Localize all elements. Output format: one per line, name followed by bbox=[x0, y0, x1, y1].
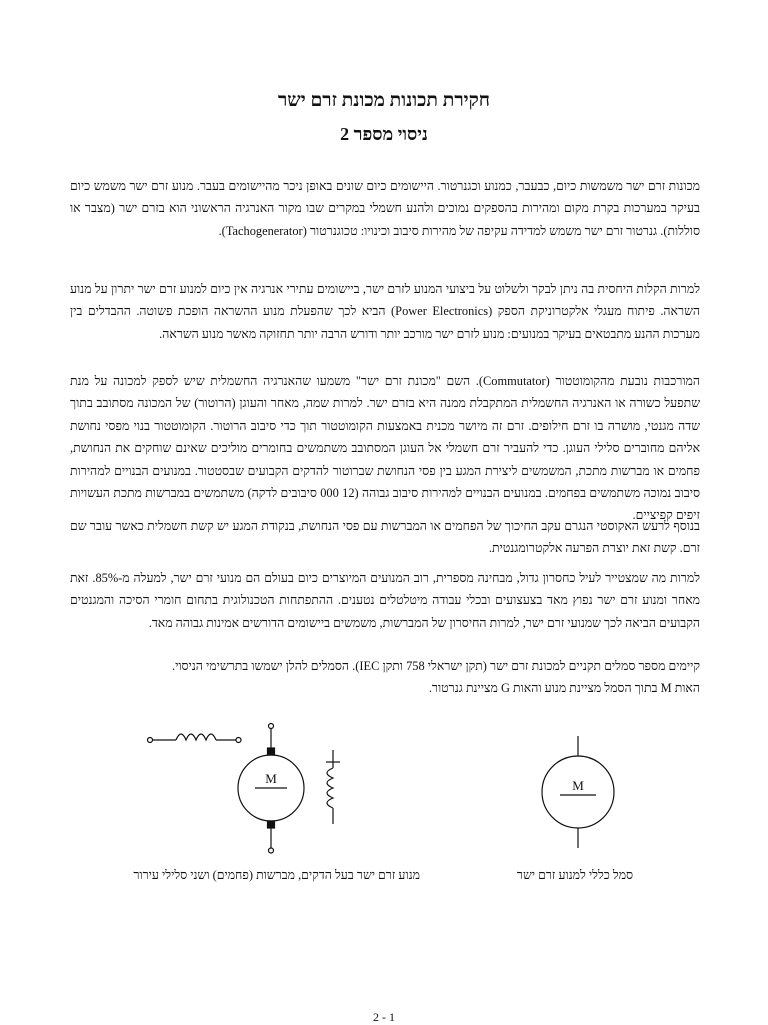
terminal-icon bbox=[269, 724, 274, 729]
paragraph-usage: למרות מה שמצטייר לעיל כחסרון גדול, מבחינה מספרית, רוב המנועים המיוצרים כיום בעולם הם מנועי זרם ישר, למעלה מ-85%. זאת מאחר ומנוע זרם ישר נפוץ מאד בצעצועים ובכלי עבודה מיטלטלים נטענים. ההתפתחות הטכנולוגית בתחום חומרי הסיכה והמגנטים הקבועים הביאה לכך שמנועי זרם ישר, למרות החיסרון של המברשות, משמשים ביישומים הדורשים אמינות גבוהה מאד. bbox=[70, 571, 700, 630]
terminal-icon bbox=[269, 848, 274, 853]
figure-caption-left: מנוע זרם ישר בעל הדקים, מברשות (פחמים) ושני סלילי עירור bbox=[133, 868, 420, 882]
brush-icon bbox=[268, 748, 275, 755]
paragraph-text-latin: (Power Electronics) bbox=[391, 304, 493, 319]
paragraph-text: מכונות זרם ישר משמשות כיום, כבעבר, כמנוע וכגנרטור. היישומים כיום שונים באופן ניכר מהיישומים בעבר. מנוע זרם ישר משמש כיום בעיקר במערכות בקרת מקום ומהירות בהספקים נמוכים ולהנע חשמלי במקרים שבו מקור האנרגיה הראשוני הוא בזרם ישר (מצבר או סוללות). גנרטור זרם ישר משמש למדידה עקיפה של מהירות סיבוב וכינויו: טכוגנרטור bbox=[70, 179, 700, 238]
paragraph-control bbox=[70, 278, 700, 345]
paragraph-intro bbox=[70, 175, 700, 242]
paragraph-symbols bbox=[70, 655, 700, 700]
paragraph-text: . השם "מכונת זרם ישר" משמעו שהאנרגיה החשמלית שיש לספק למכונה על מנת שתפעל כשורה או האנרגיה החשמלית המתקבלת ממנה היא בזרם ישר. למרות שמה, מאחר והעוגן (הרוטור) של המכונה מסתובב בתוך שדה מגנטי, מושרה בו זרם חילופים. זרם זה מיושר מכנית באמצעות הקומוטטור תוך כדי סיבוב הרוטור. הקומוטטור בנוי מפסי נחושת אליהם מחוברים סלילי העוגן. כדי להעביר זרם חשמלי אל העוגן המסתובב משתמשים בחומרים מוליכים שאינם שוחקים את הנחושת, פחמים או מברשות מתכת, המשמשים ליצירת המגע בין פסי הנחושת שברוטור להדקים הקבועים שבסטטור. במנועים הבנויים למהירות סיבוב נמוכה משתמשים בפחמים. במנועים הבנויים למהירות סיבוב גבוהה (12 000 סיבובים לדקה) משתמשים במברשות מתכת העשויות זיפים קפיציים. bbox=[70, 374, 700, 523]
paragraph-text-latin: (Tachogenerator) bbox=[221, 223, 307, 238]
page-number: 2 - 1 bbox=[373, 1010, 395, 1024]
terminal-icon bbox=[148, 738, 153, 743]
experiment-number: ניסוי מספר 2 bbox=[340, 124, 428, 144]
paragraph-text: . bbox=[218, 223, 222, 238]
paragraph-commutator bbox=[70, 370, 700, 527]
terminal-icon bbox=[236, 738, 241, 743]
paragraph-line: האות M בתוך הסמל מציינת מנוע והאות G מציינת גנרטור. bbox=[428, 681, 700, 696]
paragraph-text: המורכבות נובעת מהקומוטטור bbox=[555, 374, 700, 388]
dc-motor-general-symbol bbox=[488, 716, 668, 866]
motor-letter: M bbox=[265, 771, 277, 786]
dc-motor-full-symbol bbox=[140, 712, 360, 862]
series-coil-icon bbox=[176, 734, 216, 740]
paragraph-line: קיימים מספר סמלים תקניים למכונת זרם ישר (תקן ישראלי 758 ותקן IEC). הסמלים להלן ישמשו בתרשימי הניסוי. bbox=[171, 659, 700, 673]
paragraph-noise: בנוסף לרעש האקוסטי הנגרם עקב החיכוך של הפחמים או המברשות עם פסי הנחושת, בנקודת המגע יש קשת חשמלית כאשר עובר שם זרם. קשת זאת יוצרת הפרעה אלקטרומגנטית. bbox=[70, 519, 700, 556]
motor-letter: M bbox=[572, 778, 584, 793]
paragraph-text: למרות הקלות היחסית בה ניתן לבקר ולשלוט על ביצועי המנוע לזרם ישר, ביישומים עתירי אנרגיה אין כיום למנוע זרם ישר יתרון על מנוע השראה. פיתוח מעגלי אלקטרוניקת הספק bbox=[70, 282, 700, 319]
brush-icon bbox=[268, 821, 275, 828]
page-title: חקירת תכונות מכונת זרם ישר bbox=[277, 90, 491, 111]
shunt-coil-icon bbox=[327, 768, 333, 808]
paragraph-text: הביא לכך שהפעלת מנוע ההשראה הופכת פשוטה. ההבדלים בין מערכות ההנע מתבטאים בעיקר במנועים: מנוע לזרם ישר מורכב יותר ודורש הרבה יותר תחזוקה מאשר מנוע השראה. bbox=[70, 304, 700, 341]
paragraph-text-latin: (Commutator) bbox=[478, 374, 550, 388]
paragraph-text-latin: IEC bbox=[359, 659, 380, 673]
figure-caption-right: סמל כללי למנוע זרם ישר bbox=[516, 868, 634, 882]
